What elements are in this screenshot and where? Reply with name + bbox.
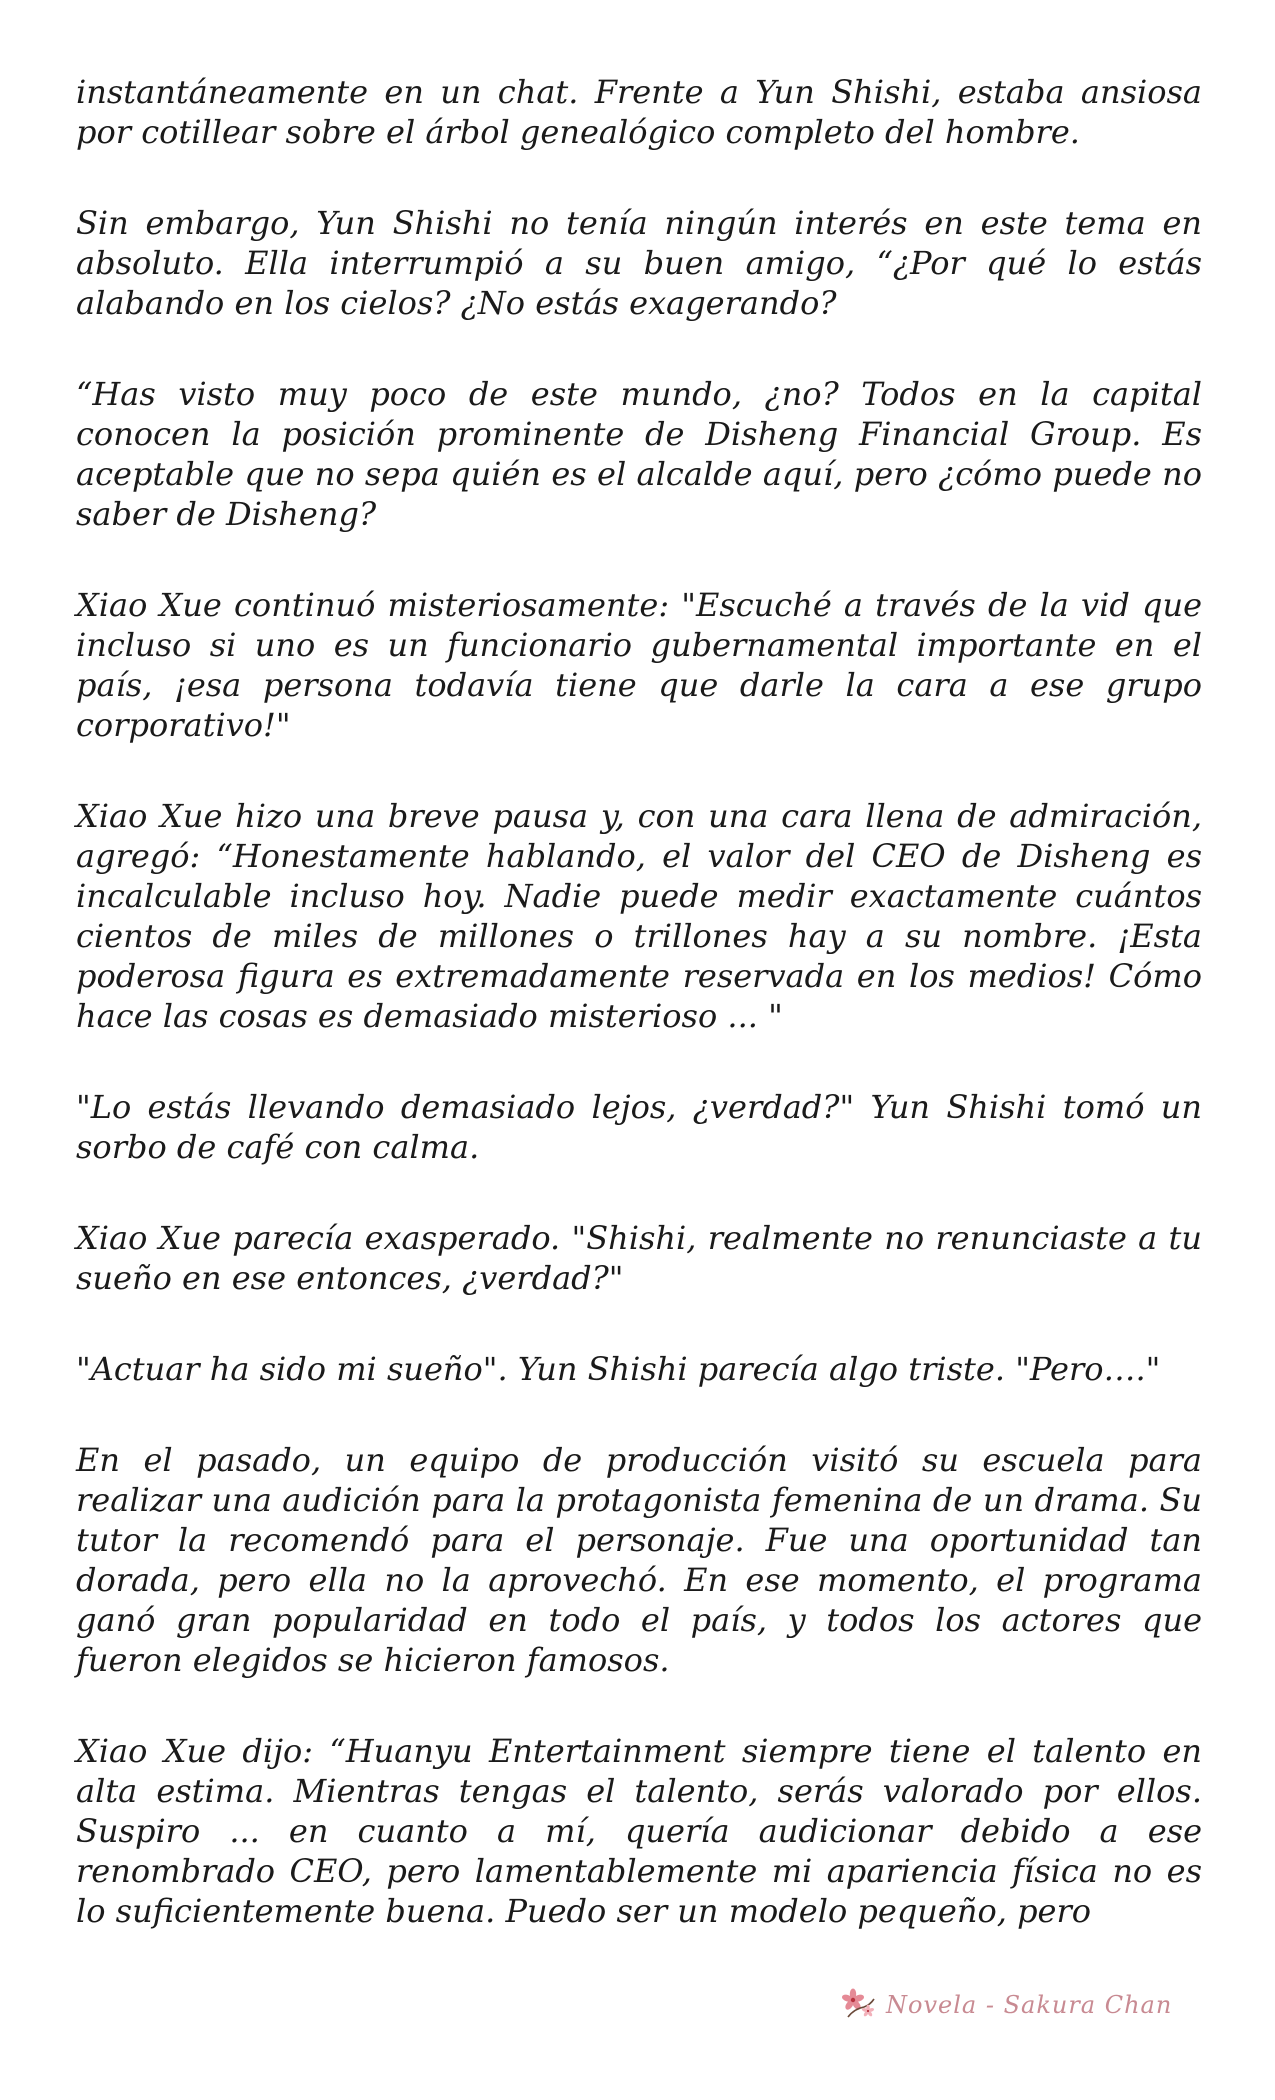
- sakura-flower-icon: [838, 1987, 878, 2023]
- watermark-text: Novela - Sakura Chan: [886, 1991, 1173, 2019]
- paragraph-8: "Actuar ha sido mi sueño". Yun Shishi parecía algo triste. "Pero….": [76, 1350, 1161, 1388]
- document-body: [76, 72, 1202, 1931]
- paragraph-1: instantáneamente en un chat. Frente a Yun Shishi, estaba ansiosa por cotillear sobre el árbol genealógico completo del hombre.: [76, 73, 1202, 151]
- paragraph-6: "Lo estás llevando demasiado lejos, ¿verdad?" Yun Shishi tomó un sorbo de café con calma.: [76, 1088, 1202, 1166]
- paragraph-4: Xiao Xue continuó misteriosamente: "Escuché a través de la vid que incluso si uno es un funcionario gubernamental importante en el país, ¡esa persona todavía tiene que darle la cara a ese grupo corporativo!": [76, 586, 1202, 744]
- paragraph-2: Sin embargo, Yun Shishi no tenía ningún interés en este tema en absoluto. Ella interrumpió a su buen amigo, “¿Por qué lo estás alabando en los cielos? ¿No estás exagerando?: [76, 204, 1202, 322]
- paragraph-5: Xiao Xue hizo una breve pausa y, con una cara llena de admiración, agregó: “Honestamente hablando, el valor del CEO de Disheng es incalculable incluso hoy. Nadie puede medir exactamente cuántos cientos de miles de millones o trillones hay a su nombre. ¡Esta poderosa figura es extremadamente reservada en los medios! Cómo hace las cosas es demasiado misterioso ... ": [76, 797, 1202, 1035]
- paragraph-9: En el pasado, un equipo de producción visitó su escuela para realizar una audición para la protagonista femenina de un drama. Su tutor la recomendó para el personaje. Fue una oportunidad tan dorada, pero ella no la aprovechó. En ese momento, el programa ganó gran popularidad en todo el país, y todos los actores que fueron elegidos se hicieron famosos.: [76, 1441, 1202, 1679]
- paragraph-10: Xiao Xue dijo: “Huanyu Entertainment siempre tiene el talento en alta estima. Mientras tengas el talento, serás valorado por ellos. Suspiro ... en cuanto a mí, quería audicionar debido a ese renombrado CEO, pero lamentablemente mi apariencia física no es lo suficientemente buena. Puedo ser un modelo pequeño, pero: [76, 1732, 1202, 1930]
- paragraph-3: “Has visto muy poco de este mundo, ¿no? Todos en la capital conocen la posición prominente de Disheng Financial Group. Es aceptable que no sepa quién es el alcalde aquí, pero ¿cómo puede no saber de Disheng?: [76, 375, 1202, 533]
- watermark: [838, 1985, 1172, 2025]
- paragraph-7: Xiao Xue parecía exasperado. "Shishi, realmente no renunciaste a tu sueño en ese entonces, ¿verdad?": [76, 1219, 1202, 1297]
